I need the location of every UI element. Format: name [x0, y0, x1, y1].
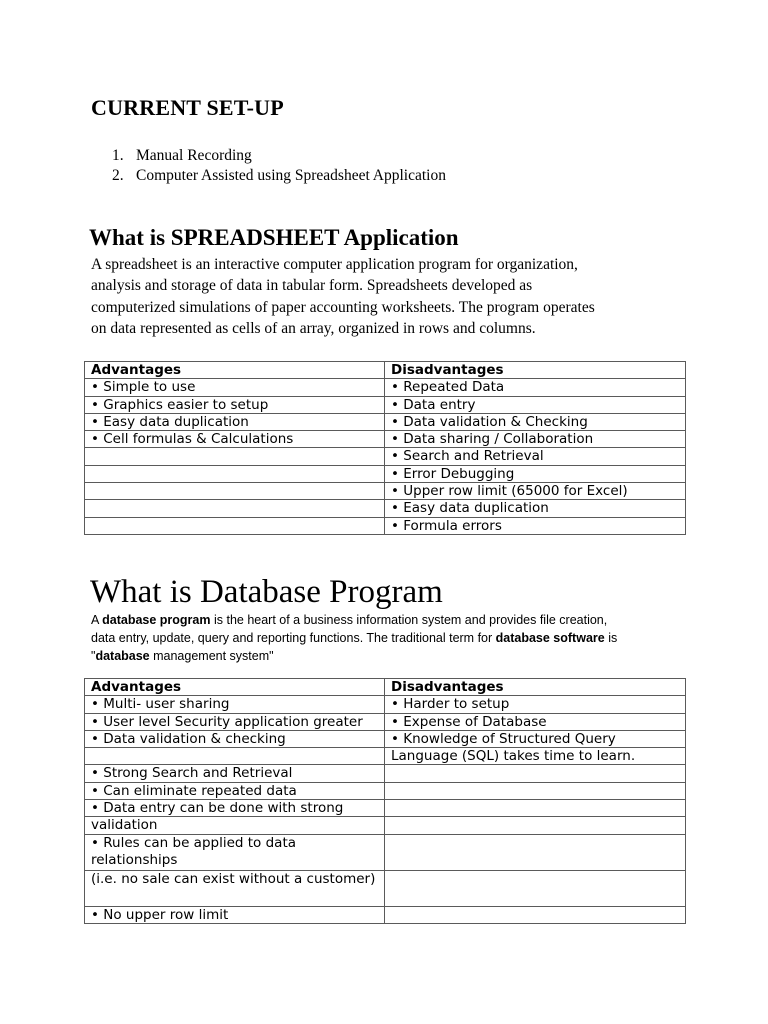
table-row [85, 396, 686, 413]
disadvantage-cell: • Expense of Database [385, 713, 686, 730]
advantage-cell: • Rules can be applied to data relationships [85, 834, 385, 870]
table-row [85, 696, 686, 713]
disadvantage-cell: • Easy data duplication [385, 500, 686, 517]
disadvantage-cell: • Search and Retrieval [385, 448, 686, 465]
database-paragraph [91, 611, 691, 665]
paragraph-bold-text: database program [102, 613, 211, 627]
advantage-cell: • Multi- user sharing [85, 696, 385, 713]
table-header-row [85, 679, 686, 696]
disadvantages-header: Disadvantages [385, 679, 686, 696]
paragraph-bold-text: database [95, 649, 150, 663]
table-row [85, 782, 686, 799]
table-row [85, 834, 686, 870]
disadvantage-cell: • Formula errors [385, 517, 686, 534]
spreadsheet-comparison-table [84, 361, 686, 535]
list-item-text: Computer Assisted using Spreadsheet Application [136, 167, 446, 184]
paragraph-line: analysis and storage of data in tabular form. Spreadsheets developed as [91, 277, 533, 295]
disadvantage-cell: • Error Debugging [385, 465, 686, 482]
advantage-cell [85, 500, 385, 517]
disadvantage-cell: • Knowledge of Structured Query [385, 730, 686, 747]
advantage-cell [85, 448, 385, 465]
disadvantage-cell: • Repeated Data [385, 379, 686, 396]
advantage-cell [85, 483, 385, 500]
disadvantage-cell [385, 800, 686, 817]
disadvantage-cell: Language (SQL) takes time to learn. [385, 748, 686, 765]
database-heading: What is Database Program [90, 574, 443, 610]
paragraph-text: A [91, 613, 103, 627]
paragraph-line: A spreadsheet is an interactive computer application program for organization, [91, 256, 578, 273]
table-row [85, 713, 686, 730]
database-comparison-table [84, 678, 686, 924]
advantage-cell: • Easy data duplication [85, 413, 385, 430]
advantage-cell [85, 748, 385, 765]
advantage-cell: • Cell formulas & Calculations [85, 431, 385, 448]
advantage-cell [85, 517, 385, 534]
table-row [85, 730, 686, 747]
table-row [85, 500, 686, 517]
table-row [85, 465, 686, 482]
table-row [85, 379, 686, 396]
table-row [85, 765, 686, 782]
disadvantage-cell: • Data entry [385, 396, 686, 413]
advantage-cell: • Can eliminate repeated data [85, 782, 385, 799]
paragraph-line [91, 629, 691, 647]
paragraph-line [91, 647, 691, 665]
advantage-cell: validation [85, 817, 385, 834]
paragraph-text: is the heart of a business information system and provides file creation, [210, 613, 608, 627]
table-row [85, 483, 686, 500]
advantage-cell: • Data entry can be done with strong [85, 800, 385, 817]
advantage-cell: • Strong Search and Retrieval [85, 765, 385, 782]
disadvantage-cell: • Upper row limit (65000 for Excel) [385, 483, 686, 500]
spreadsheet-paragraph [91, 254, 691, 339]
current-setup-heading: CURRENT SET-UP [91, 95, 284, 120]
advantage-cell: • Simple to use [85, 379, 385, 396]
disadvantage-cell [385, 817, 686, 834]
advantage-cell: • No upper row limit [85, 906, 385, 923]
advantage-cell: • Data validation & checking [85, 730, 385, 747]
advantage-cell [85, 465, 385, 482]
disadvantage-cell [385, 782, 686, 799]
table-row [85, 448, 686, 465]
table-row [85, 748, 686, 765]
list-item-number: 1. [112, 147, 124, 164]
list-item-number: 2. [112, 167, 124, 184]
advantage-cell: • User level Security application greater [85, 713, 385, 730]
paragraph-line: computerized simulations of paper accounting worksheets. The program operates [91, 298, 595, 316]
spreadsheet-heading: What is SPREADSHEET Application [89, 225, 459, 250]
paragraph-text: " [91, 649, 96, 663]
disadvantage-cell [385, 906, 686, 923]
table-header-row [85, 362, 686, 379]
table-row [85, 800, 686, 817]
current-setup-list [112, 146, 446, 186]
list-item [112, 166, 446, 186]
disadvantage-cell: • Harder to setup [385, 696, 686, 713]
paragraph-text: management system" [149, 649, 274, 663]
paragraph-bold-text: database software [495, 631, 605, 645]
paragraph-line: on data represented as cells of an array, organized in rows and columns. [91, 319, 536, 337]
disadvantage-cell [385, 870, 686, 906]
advantages-header: Advantages [85, 679, 385, 696]
list-item-text: Manual Recording [136, 147, 252, 164]
table-row [85, 517, 686, 534]
table-row [85, 817, 686, 834]
paragraph-text: data entry, update, query and reporting functions. The traditional term for [91, 631, 496, 645]
disadvantage-cell: • Data validation & Checking [385, 413, 686, 430]
advantage-cell: • Graphics easier to setup [85, 396, 385, 413]
advantage-cell: (i.e. no sale can exist without a customer) [85, 870, 385, 906]
list-item [112, 146, 446, 166]
disadvantages-header: Disadvantages [385, 362, 686, 379]
advantages-header: Advantages [85, 362, 385, 379]
table-row [85, 870, 686, 906]
paragraph-line [91, 611, 691, 629]
disadvantage-cell [385, 765, 686, 782]
table-row [85, 413, 686, 430]
disadvantage-cell [385, 834, 686, 870]
disadvantage-cell: • Data sharing / Collaboration [385, 431, 686, 448]
paragraph-text: is [604, 631, 618, 645]
table-row [85, 431, 686, 448]
table-row [85, 906, 686, 923]
